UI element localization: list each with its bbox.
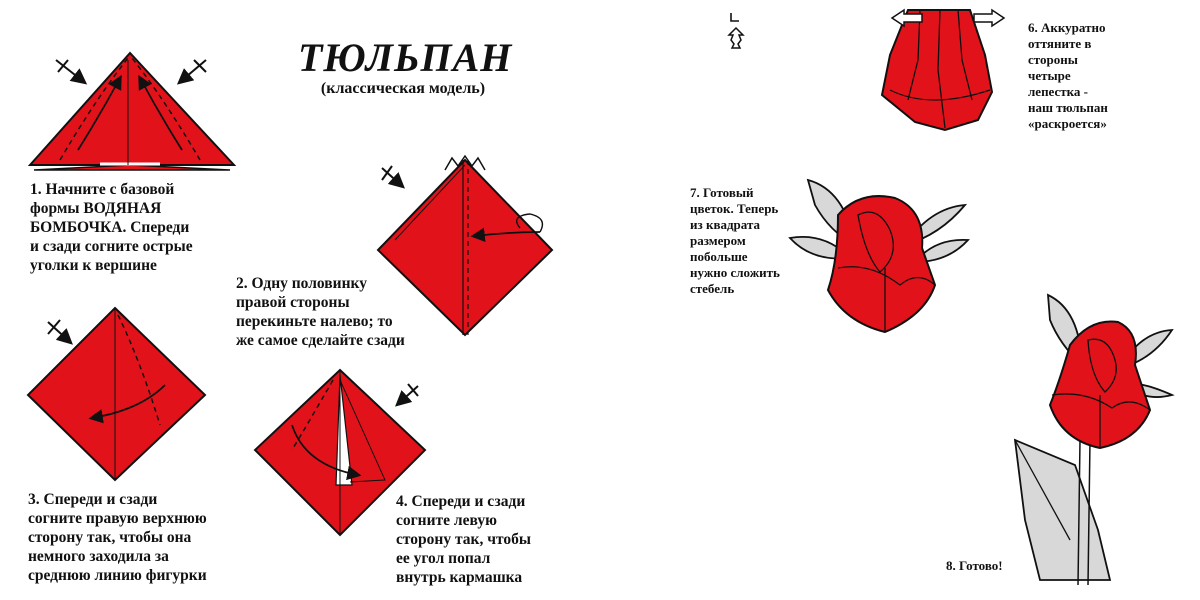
diagram-subtitle: (классическая модель) [320, 80, 486, 97]
step-3-instruction: 3. Спереди и сзади согните правую верхнюю сторону так, чтобы она немного заходила за среднюю линию фигурки [28, 491, 207, 584]
step-6-instruction: 6. Аккуратно оттяните в стороны четыре лепестка - наш тюльпан «раскроется» [1028, 20, 1108, 131]
turn-over-icon [729, 13, 743, 48]
step-1-instruction: 1. Начните с базовой формы ВОДЯНАЯ БОМБОЧКА. Спереди и сзади согните острые уголки к вершине [30, 181, 193, 274]
step-2-instruction: 2. Одну половинку правой стороны перекиньте налево; то же самое сделайте сзади [236, 275, 405, 349]
step-7-figure [790, 180, 968, 332]
step-4-instruction: 4. Спереди и сзади согните левую сторону так, чтобы ее угол попал внутрь кармашка [396, 493, 531, 586]
step-3-figure [28, 308, 205, 480]
step-7-instruction: 7. Готовый цветок. Теперь из квадрата размером побольше нужно сложить стебель [690, 185, 780, 296]
step-6-figure [882, 10, 992, 130]
step-8-instruction: 8. Готово! [946, 558, 1003, 573]
diagram-title: ТЮЛЬПАН [298, 35, 513, 80]
step-8-figure [1015, 295, 1172, 585]
